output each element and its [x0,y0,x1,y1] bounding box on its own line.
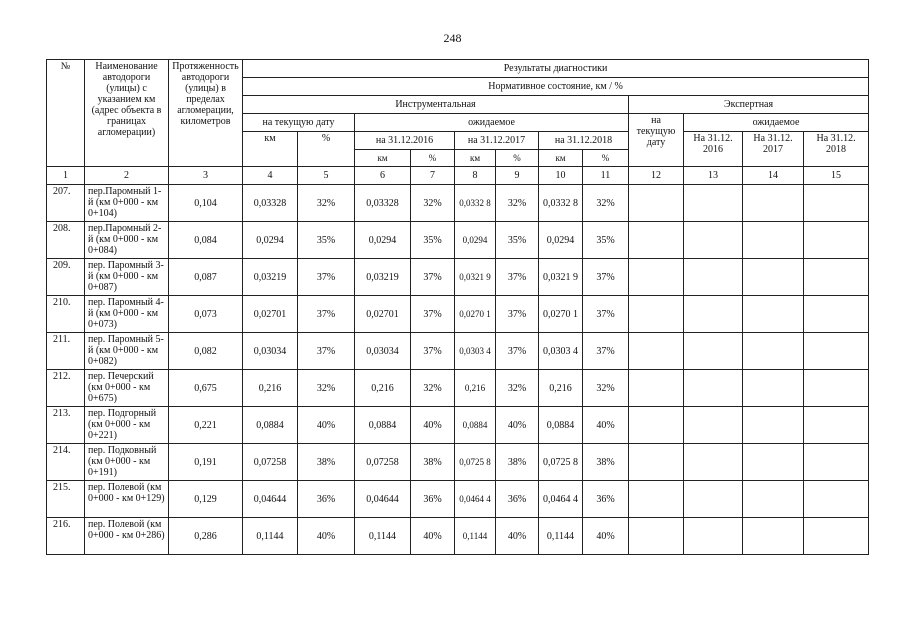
header-pct-2017: % [496,150,539,167]
current-pct: 40% [298,518,355,555]
expected-2017-pct: 40% [496,518,539,555]
expert-2016-cell [684,185,743,222]
road-name: пер. Паромный 3-й (км 0+000 - км 0+087) [85,259,169,296]
column-number: 14 [743,167,804,185]
expected-2017-pct: 36% [496,481,539,518]
expected-2017-km: 0,0294 [455,222,496,259]
column-number: 5 [298,167,355,185]
expert-2018-cell [804,444,869,481]
header-km-2016: км [355,150,411,167]
header-current-date: на текущую дату [243,114,355,132]
road-length: 0,675 [169,370,243,407]
current-km: 0,02701 [243,296,298,333]
expected-2016-pct: 32% [411,185,455,222]
header-instrumental: Инструментальная [243,96,629,114]
header-expert: Экспертная [629,96,869,114]
expert-current-cell [629,518,684,555]
expert-current-cell [629,222,684,259]
expected-2018-km: 0,0725 8 [539,444,583,481]
expert-current-cell [629,444,684,481]
header-km: км [243,132,298,167]
road-name: пер. Паромный 5-й (км 0+000 - км 0+082) [85,333,169,370]
current-pct: 35% [298,222,355,259]
expected-2018-km: 0,0884 [539,407,583,444]
expert-current-cell [629,407,684,444]
expected-2016-pct: 37% [411,296,455,333]
header-km-2018: км [539,150,583,167]
expert-2017-cell [743,222,804,259]
expert-2018-cell [804,481,869,518]
expert-current-cell [629,259,684,296]
expert-2018-cell [804,370,869,407]
page-number: 248 [443,31,462,45]
header-number: № [47,60,85,167]
header-road-name: Наименование автодороги (улицы) с указанием км (адрес объекта в границах агломерации) [85,60,169,167]
table-header [47,60,869,185]
current-km: 0,03219 [243,259,298,296]
road-length: 0,286 [169,518,243,555]
road-name: пер. Подковный (км 0+000 - км 0+191) [85,444,169,481]
road-length: 0,082 [169,333,243,370]
expert-2016-cell [684,518,743,555]
expected-2018-km: 0,0464 4 [539,481,583,518]
expert-current-cell [629,370,684,407]
current-pct: 37% [298,296,355,333]
table-row [47,481,869,518]
expected-2018-km: 0,0294 [539,222,583,259]
expert-2016-cell [684,481,743,518]
expected-2016-km: 0,03219 [355,259,411,296]
row-number: 211. [47,333,85,370]
expert-2017-cell [743,333,804,370]
header-pct-2018: % [583,150,629,167]
expected-2017-km: 0,216 [455,370,496,407]
header-expert-2016: На 31.12. 2016 [684,132,743,167]
expected-2016-pct: 36% [411,481,455,518]
header-km-2017: км [455,150,496,167]
road-length: 0,104 [169,185,243,222]
column-number: 7 [411,167,455,185]
expert-2016-cell [684,296,743,333]
row-number: 212. [47,370,85,407]
column-number: 8 [455,167,496,185]
header-expert-2018: На 31.12. 2018 [804,132,869,167]
expert-2016-cell [684,407,743,444]
road-name: пер. Паромный 4-й (км 0+000 - км 0+073) [85,296,169,333]
expected-2017-km: 0,0332 8 [455,185,496,222]
header-length: Протяженность автодороги (улицы) в пределах агломерации, километров [169,60,243,167]
expert-2018-cell [804,185,869,222]
expert-2018-cell [804,296,869,333]
expected-2017-km: 0,0270 1 [455,296,496,333]
column-number: 1 [47,167,85,185]
column-number: 11 [583,167,629,185]
diagnostics-table [46,59,869,555]
column-number: 4 [243,167,298,185]
current-pct: 32% [298,185,355,222]
expected-2016-km: 0,1144 [355,518,411,555]
header-expert-expected: ожидаемое [684,114,869,132]
header-normative: Нормативное состояние, км / % [243,78,869,96]
expected-2018-km: 0,1144 [539,518,583,555]
expected-2018-pct: 37% [583,296,629,333]
expected-2017-pct: 40% [496,407,539,444]
expected-2017-pct: 32% [496,185,539,222]
expected-2016-pct: 32% [411,370,455,407]
expected-2018-pct: 32% [583,370,629,407]
expert-2017-cell [743,407,804,444]
table-row [47,444,869,481]
expected-2017-km: 0,0725 8 [455,444,496,481]
column-number: 10 [539,167,583,185]
expected-2016-pct: 35% [411,222,455,259]
expected-2017-pct: 37% [496,259,539,296]
expected-2018-pct: 40% [583,407,629,444]
road-name: пер.Паромный 2-й (км 0+000 - км 0+084) [85,222,169,259]
expected-2016-pct: 40% [411,407,455,444]
table-row [47,333,869,370]
expert-2017-cell [743,444,804,481]
expert-2017-cell [743,481,804,518]
expected-2017-pct: 37% [496,333,539,370]
current-pct: 37% [298,333,355,370]
expected-2016-pct: 37% [411,259,455,296]
road-name: пер. Полевой (км 0+000 - км 0+286) [85,518,169,555]
expert-current-cell [629,296,684,333]
header-pct: % [298,132,355,167]
expert-2018-cell [804,333,869,370]
road-length: 0,073 [169,296,243,333]
expected-2016-km: 0,07258 [355,444,411,481]
expert-2016-cell [684,370,743,407]
column-number: 9 [496,167,539,185]
current-pct: 40% [298,407,355,444]
column-number: 15 [804,167,869,185]
header-pct-2016: % [411,150,455,167]
table-row [47,518,869,555]
expected-2016-km: 0,03034 [355,333,411,370]
expert-current-cell [629,333,684,370]
current-pct: 36% [298,481,355,518]
column-number: 6 [355,167,411,185]
column-number: 3 [169,167,243,185]
expected-2018-pct: 38% [583,444,629,481]
expected-2016-pct: 37% [411,333,455,370]
column-number: 12 [629,167,684,185]
expected-2016-km: 0,0294 [355,222,411,259]
table-row [47,370,869,407]
current-km: 0,03328 [243,185,298,222]
expected-2016-km: 0,216 [355,370,411,407]
expected-2018-km: 0,0332 8 [539,185,583,222]
column-number: 13 [684,167,743,185]
road-name: пер. Полевой (км 0+000 - км 0+129) [85,481,169,518]
row-number: 208. [47,222,85,259]
expert-2018-cell [804,518,869,555]
row-number: 214. [47,444,85,481]
expert-2016-cell [684,222,743,259]
expected-2017-km: 0,0321 9 [455,259,496,296]
current-pct: 37% [298,259,355,296]
expert-current-cell [629,185,684,222]
expected-2016-km: 0,03328 [355,185,411,222]
road-name: пер.Паромный 1-й (км 0+000 - км 0+104) [85,185,169,222]
table-row [47,259,869,296]
expected-2018-km: 0,0303 4 [539,333,583,370]
current-km: 0,1144 [243,518,298,555]
table-row [47,222,869,259]
expected-2017-km: 0,0303 4 [455,333,496,370]
expected-2017-km: 0,0884 [455,407,496,444]
current-km: 0,0294 [243,222,298,259]
road-length: 0,191 [169,444,243,481]
table-body [47,185,869,555]
table-row [47,185,869,222]
expert-2018-cell [804,222,869,259]
expected-2017-pct: 38% [496,444,539,481]
expert-2018-cell [804,407,869,444]
expert-2017-cell [743,296,804,333]
expert-2016-cell [684,259,743,296]
row-number: 215. [47,481,85,518]
road-length: 0,129 [169,481,243,518]
table-row [47,296,869,333]
expected-2016-km: 0,02701 [355,296,411,333]
current-km: 0,0884 [243,407,298,444]
expert-current-cell [629,481,684,518]
expert-2017-cell [743,185,804,222]
expert-2018-cell [804,259,869,296]
current-km: 0,03034 [243,333,298,370]
column-numbers-row [47,167,869,185]
column-number: 2 [85,167,169,185]
expert-2016-cell [684,444,743,481]
header-2018: на 31.12.2018 [539,132,629,150]
expected-2017-km: 0,1144 [455,518,496,555]
row-number: 209. [47,259,85,296]
expected-2017-pct: 37% [496,296,539,333]
current-pct: 32% [298,370,355,407]
expert-2017-cell [743,370,804,407]
expected-2017-km: 0,0464 4 [455,481,496,518]
row-number: 216. [47,518,85,555]
expected-2017-pct: 32% [496,370,539,407]
current-km: 0,07258 [243,444,298,481]
expected-2018-km: 0,0270 1 [539,296,583,333]
header-expected: ожидаемое [355,114,629,132]
expected-2018-km: 0,0321 9 [539,259,583,296]
road-name: пер. Подгорный (км 0+000 - км 0+221) [85,407,169,444]
expected-2018-pct: 37% [583,333,629,370]
expected-2016-pct: 40% [411,518,455,555]
road-length: 0,087 [169,259,243,296]
expected-2017-pct: 35% [496,222,539,259]
table-row [47,407,869,444]
expected-2016-pct: 38% [411,444,455,481]
expected-2018-pct: 32% [583,185,629,222]
current-pct: 38% [298,444,355,481]
expected-2018-pct: 35% [583,222,629,259]
header-expert-2017: На 31.12. 2017 [743,132,804,167]
road-length: 0,221 [169,407,243,444]
header-2016: на 31.12.2016 [355,132,455,150]
expected-2016-km: 0,04644 [355,481,411,518]
header-expert-current: на текущую дату [629,114,684,167]
current-km: 0,04644 [243,481,298,518]
expected-2018-pct: 36% [583,481,629,518]
expected-2018-km: 0,216 [539,370,583,407]
road-length: 0,084 [169,222,243,259]
road-name: пер. Печерский (км 0+000 - км 0+675) [85,370,169,407]
row-number: 210. [47,296,85,333]
header-2017: на 31.12.2017 [455,132,539,150]
expert-2017-cell [743,518,804,555]
expected-2016-km: 0,0884 [355,407,411,444]
current-km: 0,216 [243,370,298,407]
row-number: 207. [47,185,85,222]
expected-2018-pct: 40% [583,518,629,555]
expert-2017-cell [743,259,804,296]
expected-2018-pct: 37% [583,259,629,296]
row-number: 213. [47,407,85,444]
expert-2016-cell [684,333,743,370]
header-results: Результаты диагностики [243,60,869,78]
